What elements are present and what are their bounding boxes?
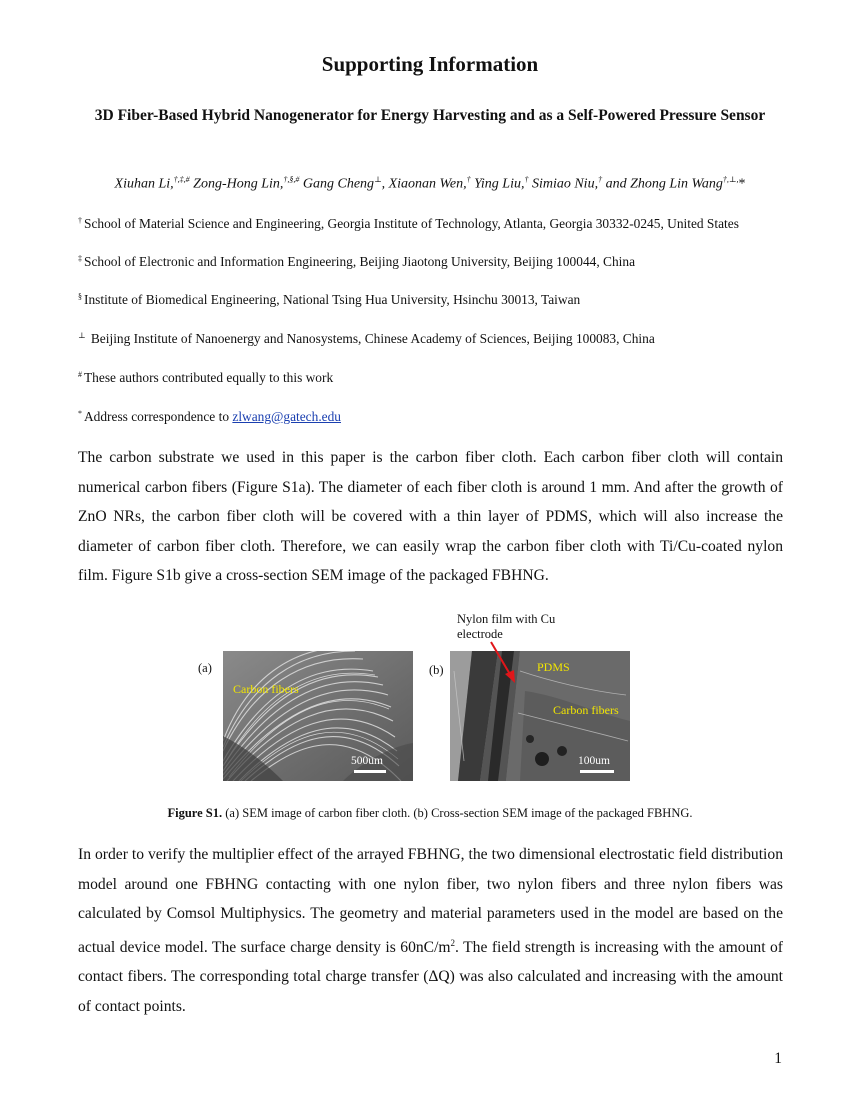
correspondence-mark: * (78, 409, 82, 418)
paragraph-text: In order to verify the multiplier effect of the arrayed FBHNG, the two dimensional electrostatic field distribution model around one FBHNG contacting with one nylon fiber, two nylon fibers and three nylon fibers was calculated by Comsol Multiphysics. The geometry and material parameters used in the model are based on the actual device model. The surface charge density is 60nC/m (78, 846, 783, 956)
affiliation-mark: ‡ (78, 254, 82, 263)
author-marks: †,⊥, (722, 175, 739, 184)
author-marks: †,‡,# (173, 175, 190, 184)
scale-bar-label: 500um (351, 755, 383, 767)
author-name: Ying Liu, (470, 176, 525, 192)
sem-image-carbon-fiber-cloth (223, 651, 413, 781)
figure-caption (0, 806, 860, 821)
affiliation (78, 370, 333, 386)
body-paragraph-2 (78, 840, 783, 1021)
page-title: Supporting Information (321, 52, 539, 76)
affiliation-mark: # (78, 370, 82, 379)
panel-a-letter: (a) (198, 661, 212, 675)
annotation-line: electrode (457, 627, 503, 641)
caption-label: Figure S1. (167, 806, 223, 820)
author-marks: † (466, 175, 471, 184)
affiliation (78, 254, 635, 270)
sem-image-cross-section (450, 651, 630, 781)
sem-image-a-graphic (223, 651, 413, 781)
panel-b-letter: (b) (429, 663, 444, 677)
carbon-fibers-label: Carbon fibers (553, 703, 619, 717)
page-number: 1 (774, 1050, 782, 1067)
affiliation (78, 331, 655, 347)
author-name: , Xiaonan Wen, (381, 176, 467, 192)
carbon-fibers-label: Carbon fibers (233, 682, 299, 696)
author-marks: †,§,# (283, 175, 300, 184)
author-marks: ⊥ (374, 175, 382, 184)
affiliation-text: These authors contributed equally to this work (84, 370, 334, 385)
author-name: Xiuhan Li, (114, 176, 174, 192)
paragraph-text: . The field strength is increasing with the amount of contact fibers. The corresponding total charge transfer (ΔQ) was also calculated and increasing with the amount of contact points. (78, 938, 783, 1015)
body-paragraph-1: The carbon substrate we used in this paper is the carbon fiber cloth. Each carbon fiber cloth will contain numerical carbon fibers (Figure S1a). The diameter of each fiber cloth is around 1 mm. And after the growth of ZnO NRs, the carbon fiber cloth will be covered with a thin layer of PDMS, which will also increase the diameter of carbon fiber cloth. Therefore, we can easily wrap the carbon fiber cloth with Ti/Cu-coated nylon film. Figure S1b give a cross-section SEM image of the packaged FBHNG. (78, 449, 783, 584)
caption-text: (a) SEM image of carbon fiber cloth. (b) Cross-section SEM image of the packaged FBHNG. (222, 806, 693, 820)
affiliation-text: School of Material Science and Engineering, Georgia Institute of Technology, Atlanta, Georgia 30332-0245, United States (84, 216, 739, 231)
author-marks: † (598, 175, 603, 184)
affiliation-mark: † (78, 216, 82, 225)
affiliation (78, 292, 580, 308)
annotation-line: Nylon film with Cu (457, 612, 556, 626)
author-name: Zong-Hong Lin, (189, 176, 284, 192)
superscript: 2 (450, 937, 456, 948)
author-name: Simiao Niu, (528, 176, 599, 192)
affiliation-text: School of Electronic and Information Engineering, Beijing Jiaotong University, Beijing 100044, China (84, 254, 636, 269)
affiliation (78, 216, 739, 232)
author-name: and Zhong Lin Wang (602, 176, 723, 192)
author-marks: † (524, 175, 529, 184)
author-list (0, 175, 860, 193)
scale-bar (354, 770, 386, 773)
paper-title: 3D Fiber-Based Hybrid Nanogenerator for Energy Harvesting and as a Self-Powered Pressure Sensor (94, 107, 766, 124)
affiliation-text: Beijing Institute of Nanoenergy and Nanosystems, Chinese Academy of Sciences, Beijing 100083, China (87, 331, 655, 346)
affiliation-mark: § (78, 292, 82, 301)
email-link[interactable]: zlwang@gatech.edu (232, 409, 341, 424)
scale-bar (580, 770, 614, 773)
author-name: Gang Cheng (299, 176, 375, 192)
affiliation-mark: ⊥ (78, 331, 86, 340)
pdms-label: PDMS (537, 660, 570, 674)
scale-bar-label: 100um (578, 755, 610, 767)
correspondence (78, 409, 341, 425)
annotation-arrow (485, 638, 525, 686)
corresponding-asterisk: * (738, 176, 746, 192)
affiliation-text: Institute of Biomedical Engineering, National Tsing Hua University, Hsinchu 30013, Taiwan (84, 292, 581, 307)
correspondence-prefix: Address correspondence to (84, 409, 233, 424)
